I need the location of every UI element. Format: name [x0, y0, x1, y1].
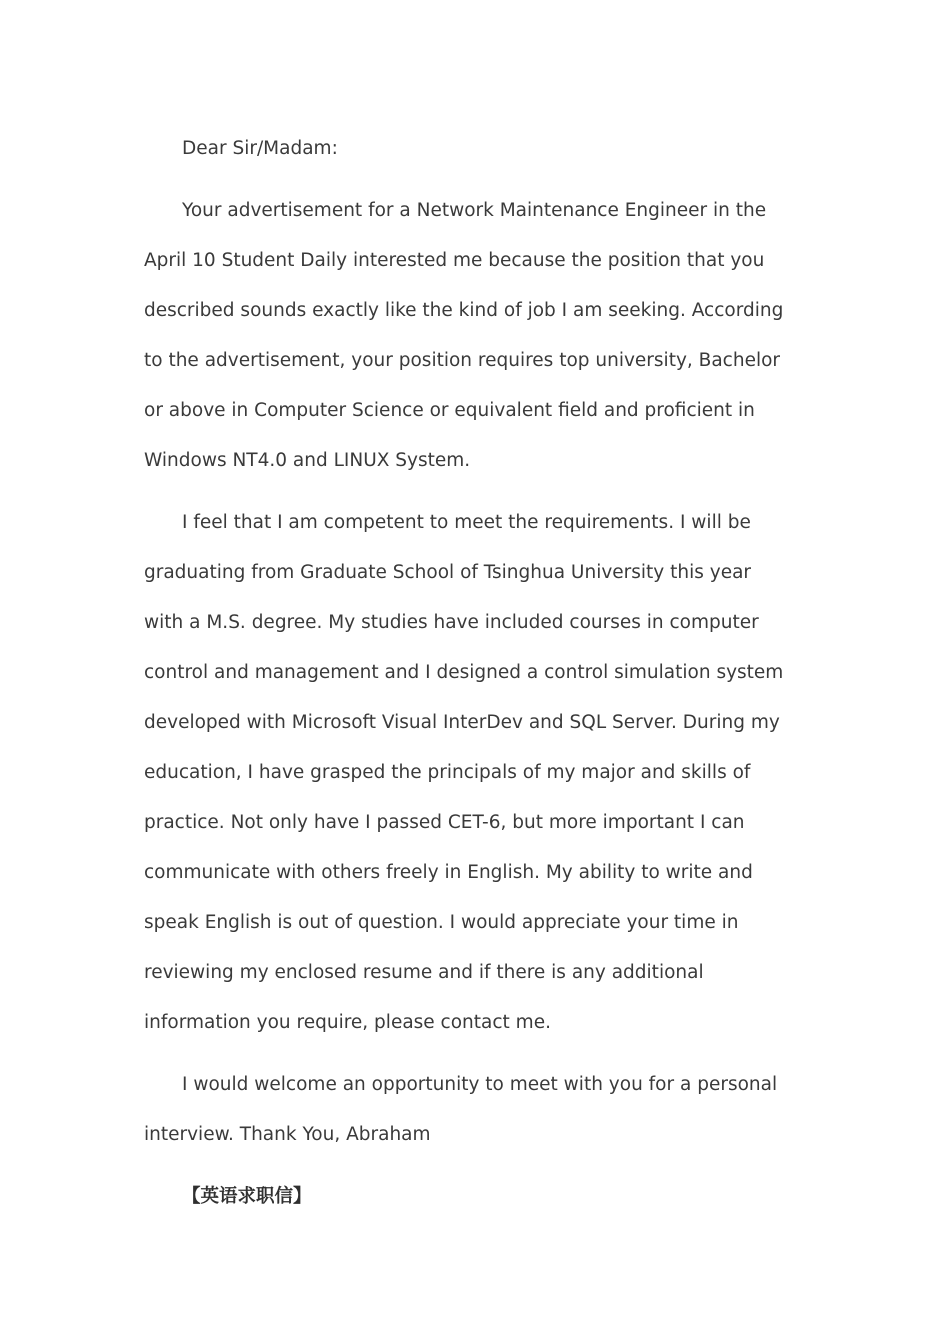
paragraph-advertisement: Your advertisement for a Network Maintenance Engineer in the April 10 Student Daily interested me because the position that you described sounds exactly like the kind of job I am seeking. According to the advertisement, your position requires top university, Bachelor or above in Computer Science or equivalent field and proficient in Windows NT4.0 and LINUX System.: [144, 200, 784, 471]
salutation: Dear Sir/Madam:: [182, 138, 338, 159]
paragraph-qualifications: I feel that I am competent to meet the requirements. I will be graduating from Graduate School of Tsinghua University this year with a M.S. degree. My studies have included courses in computer control and management and I designed a control simulation system developed with Microsoft Visual InterDev and SQL Server. During my education, I have grasped the principals of my major and skills of practice. Not only have I passed CET-6, but more important I can communicate with others freely in English. My ability to write and speak English is out of question. I would appreciate your time in reviewing my enclosed resume and if there is any additional information you require, please contact me.: [144, 512, 784, 1033]
paragraph-closing: I would welcome an opportunity to meet with you for a personal interview. Thank You, Abraham: [144, 1074, 778, 1145]
section-heading: 【英语求职信】: [182, 1186, 312, 1207]
letter-body: [144, 124, 794, 1222]
